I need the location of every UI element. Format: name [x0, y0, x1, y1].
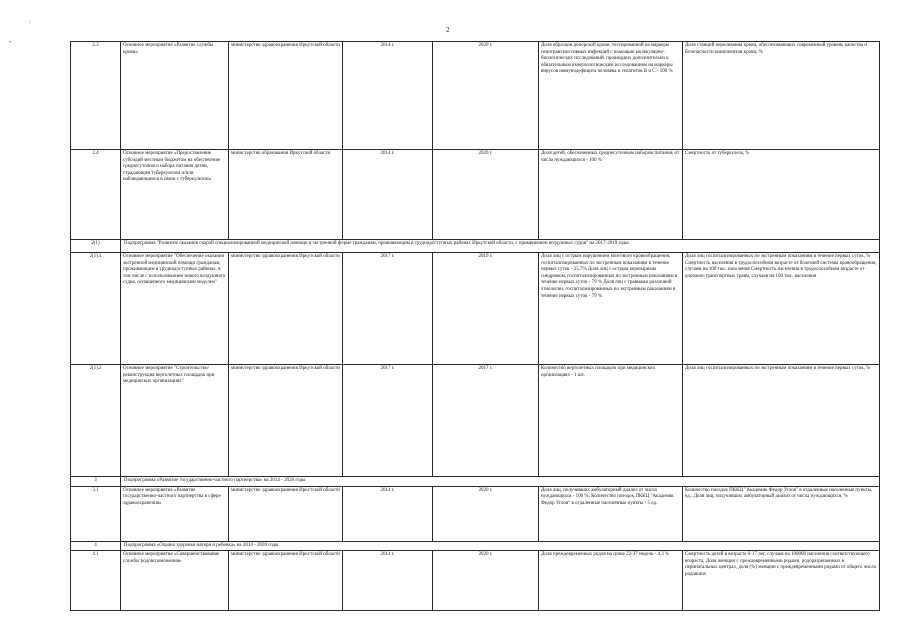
end-year: 2017 г. — [433, 365, 539, 477]
end-year: 2020 г. — [433, 551, 539, 611]
row-number: 4.1 — [71, 551, 121, 611]
end-year: 2020 г. — [433, 42, 539, 150]
indicators: Количество вертолетных площадок при медицинских организациях - 1 шт. — [539, 365, 683, 477]
start-year: 2017 г. — [343, 253, 433, 365]
end-year: 2019 г. — [433, 253, 539, 365]
table-row — [71, 365, 880, 477]
activity-name: Основное мероприятие «Развитие государственно-частного партнерства в сфере здравоохранения» — [121, 486, 229, 541]
executor: министерство здравоохранения Иркутской области — [229, 551, 343, 611]
table-row — [71, 42, 880, 150]
subprogram-row — [71, 477, 880, 487]
subprogram-title: Подпрограмма «Развитие государственно-частного партнерства» на 2014 - 2020 годы — [121, 477, 880, 487]
table-row — [71, 551, 880, 611]
subprogram-row — [71, 541, 880, 551]
executor: министерство образования Иркутской области — [229, 150, 343, 240]
end-year: 2020 г. — [433, 150, 539, 240]
page-number: 2 — [446, 26, 450, 34]
table-row — [71, 150, 880, 240]
target-indicators: Доля станций переливания крови, обеспечивающих современный уровень качества и безопасности компонентов крови, % — [683, 42, 880, 150]
table-row — [71, 253, 880, 365]
target-indicators: Доля лиц госпитализированных по экстренным показаниям в течение первых суток, % — [683, 365, 880, 477]
start-year: 2017 г. — [343, 365, 433, 477]
indicators: Доля образцов донорской крови, тестированной на маркеры гемотрансмиссивных инфекций с помощью молекулярно-биологических исследований, прошедших дополнительно к обязательным иммунологическим исследованиям на маркеры вирусов иммунодефицита человека и гепатитов B и C - 100 % — [539, 42, 683, 150]
row-number: 4 — [71, 541, 121, 551]
activity-name: Основное мероприятие «Предоставление субсидий местным бюджетам на обеспечение среднесуточного набора питания детям, страдающим туберкулезом и/или наблюдающимся в связи с туберкулезом» — [121, 150, 229, 240]
program-table — [70, 41, 880, 611]
scan-mark: • — [9, 40, 12, 46]
executor: министерство здравоохранения Иркутской области — [229, 365, 343, 477]
start-year: 2014 г. — [343, 486, 433, 541]
executor: министерство здравоохранения Иркутской области — [229, 42, 343, 150]
row-number: 3 — [71, 477, 121, 487]
indicators: Доля детей, обеспеченных среднесуточным набором питания, от числа нуждающихся - 100 % — [539, 150, 683, 240]
end-year: 2020 г. — [433, 486, 539, 541]
target-indicators: Смертность детей в возрасте 0-17 лет, случаев на 100000 населения соответствующего возраста; Доля женщин с преждевременными родами, родоразрешенных в перинатальных центрах, доля (%) женщин с преждевременными родами от общего числа родовших — [683, 551, 880, 611]
row-number: 2(1).1 — [71, 253, 121, 365]
row-number: 2(1) — [71, 240, 121, 253]
target-indicators: Смертность от туберкулеза, % — [683, 150, 880, 240]
scan-mark: , — [29, 18, 31, 24]
row-number: 2(1).2 — [71, 365, 121, 477]
activity-name: Основное мероприятие "Строительство/реконструкция вертолетных площадок при медицинских организациях" — [121, 365, 229, 477]
activity-name: Основное мероприятие «Совершенствование службы родовспоможения» — [121, 551, 229, 611]
indicators: Доля лиц с острым нарушением мозгового кровообращения, госпитализированных по экстренным показаниям в течение первых суток - 25,7% Доля лиц с острым коронарным синдромом, госпитализированных по экстренным показаниям в течение первых суток - 79 % Доля лиц с травмами различной этиологии, госпитализированных по экстренным показаниям в течение первых суток - 79 % — [539, 253, 683, 365]
indicators: Доля лиц, получивших амбулаторный диализ от числа нуждающихся - 100 %; Количество поездок ПККЦ "Академик Федор Углов" в отдаленные населенные пункты - 5 ед. — [539, 486, 683, 541]
subprogram-title: Подпрограмма "Развитие оказания скорой специализированной медицинской помощи в экстренной форме гражданам, проживающим в труднодоступных районах Иркутской области, с применением воздушных судов" на 2017-2019 годы — [121, 240, 880, 253]
row-number: 3.1 — [71, 486, 121, 541]
executor: министерство здравоохранения Иркутской области — [229, 253, 343, 365]
table-row — [71, 486, 880, 541]
indicators: Доля преждевременных родов на сроке 22-37 недель - 4,3 % — [539, 551, 683, 611]
start-year: 2014 г. — [343, 42, 433, 150]
target-indicators: Количество поездок ПККЦ "Академик Федор Углов" в отдаленные населенные пункты, ед.; Доля лиц, получивших амбулаторный диализ от числа нуждающихся, % — [683, 486, 880, 541]
target-indicators: Доля лиц госпитализированных по экстренным показаниям в течение первых суток, % Смертность населения в трудоспособном возрасте от болезней системы кровообращения, случаев на 100 тыс. населения Смертность населения в трудоспособном возрасте от дорожно-транспортных травм, случаев на 100 тыс. населения — [683, 253, 880, 365]
subprogram-row — [71, 240, 880, 253]
start-year: 2014 г. — [343, 150, 433, 240]
activity-name: Основное мероприятие "Обеспечение оказания экстренной медицинской помощи гражданам, проживающим в труднодоступных районах, в том числе с использованием нового воздушного судна, оснащенного медицинским модулем" — [121, 253, 229, 365]
start-year: 2014 г. — [343, 551, 433, 611]
executor: министерство здравоохранения Иркутской области — [229, 486, 343, 541]
activity-name: Основное мероприятие «Развитие службы крови» — [121, 42, 229, 150]
subprogram-title: Подпрограмма «Охрана здоровья матери и ребенка» на 2014 - 2020 годы — [121, 541, 880, 551]
row-number: 2.4 — [71, 150, 121, 240]
row-number: 2.3 — [71, 42, 121, 150]
